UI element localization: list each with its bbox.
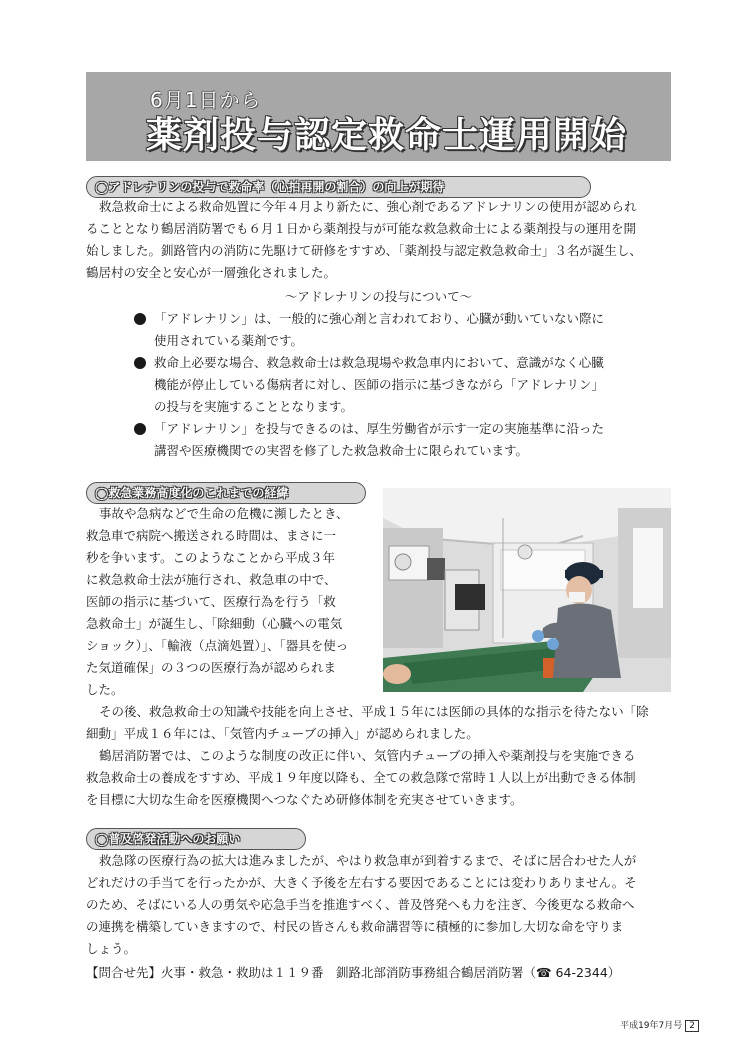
text-line: 医師の指示に基づいて、医療行為を行う「救 [86, 594, 336, 609]
text-line: に救急救命士法が施行され、救急車の中で、 [86, 572, 337, 587]
text-line: 救急救命士の養成をすすめ、平成１９年度以降も、全ての救急隊で常時１人以上が出動できる体制 [86, 770, 636, 785]
text-line: のため、そばにいる人の勇気や応急手当を推進すべく、普及啓発へも力を注ぎ、今後更なる救命へ [86, 897, 635, 912]
section2-body [86, 701, 676, 811]
text-line: 「アドレナリン」を投与できるのは、厚生労働省が示す一定の実施基準に沿った [154, 421, 605, 436]
title-date-line: 6月1日から [150, 88, 262, 112]
text-line: 講習や医療機関での実習を修了した救急救命士に限られています。 [154, 443, 529, 458]
text-line: 救急救命士による救命処置に今年４月より新たに、強心剤であるアドレナリンの使用が認められ [99, 199, 637, 214]
text-line: した。 [86, 682, 124, 697]
text-line: 急救命士」が誕生し、「除細動（心臓への電気 [86, 616, 343, 631]
text-line: 使用されている薬剤です。 [154, 333, 304, 348]
text-line: 鶴居村の安全と安心が一層強化されました。 [86, 265, 337, 280]
text-line: 「アドレナリン」は、一般的に強心剤と言われており、心臓が動いていない際に [154, 311, 605, 326]
text-line: しょう。 [86, 941, 137, 956]
section-heading-adrenaline: ◯アドレナリンの投与で救命率（心拍再開の割合）の向上が期待 [86, 176, 591, 198]
text-line: 救急隊の医療行為の拡大は進みましたが、やはり救急車が到着するまで、そばに居合わせた人が [99, 853, 637, 868]
bullet-item [134, 308, 654, 352]
section-heading-history: ◯救急業務高度化のこれまでの経緯 [86, 482, 366, 504]
text-line: の投与を実施することとなります。 [154, 399, 354, 414]
text-line: 機能が停止している傷病者に対し、医師の指示に基づきながら「アドレナリン」 [154, 377, 605, 392]
text-line: 始しました。釧路管内の消防に先駆けて研修をすすめ、「薬剤投与認定救急救命士」３名が誕生し、 [86, 243, 642, 258]
section-heading-request: ◯普及啓発活動へのお願い [86, 828, 306, 850]
issue-label: 平成19年7月号 [620, 1021, 683, 1031]
section1-body [86, 196, 676, 284]
contact-line: 【問合せ先】火事・救急・救助は１１９番 釧路北部消防事務組合鶴居消防署（☎ 64-2344） [86, 965, 621, 980]
text-line: を目標に大切な生命を医療機関へつなぐため研修体制を充実させていきます。 [86, 792, 523, 807]
ambulance-interior-image [383, 488, 671, 692]
text-line: た気道確保」の３つの医療行為が認められま [86, 660, 337, 675]
text-line: 秒を争います。このようなことから平成３年 [86, 550, 336, 565]
ambulance-photo [383, 488, 671, 692]
text-line: 救命上必要な場合、救急救命士は救急現場や救急車内において、意識がなく心臓 [154, 355, 604, 370]
page-footer [620, 1018, 699, 1032]
adrenaline-subheading: 〜アドレナリンの投与について〜 [284, 289, 473, 304]
text-line: どれだけの手当てを行ったかが、大きく予後を左右する要因であることには変わりありません。そ [86, 875, 637, 890]
page-title: 薬剤投与認定救命士運用開始 [146, 115, 628, 156]
bullet-item [134, 418, 654, 462]
text-line: 鶴居消防署では、このような制度の改正に伴い、気管内チューブの挿入や薬剤投与を実施できる [99, 748, 636, 763]
text-line: ショック）」、「輸液（点滴処置）」、「器具を使っ [86, 638, 349, 653]
text-line: の連携を構築していきますので、村民の皆さんも救命講習等に積極的に参加し大切な命を守りま [86, 919, 624, 934]
bullet-item [134, 352, 654, 418]
section2-left-column [86, 503, 376, 701]
page-number: 2 [685, 1020, 699, 1032]
text-line: 事故や急病などで生命の危機に瀕したとき、 [99, 506, 349, 521]
section3-body [86, 850, 676, 960]
text-line: 細動」平成１６年には、「気管内チューブの挿入」が認められました。 [86, 726, 479, 741]
text-line: ることとなり鶴居消防署でも６月１日から薬剤投与が可能な救急救命士による薬剤投与の運用を開 [86, 221, 637, 236]
text-line: その後、救急救命士の知識や技能を向上させ、平成１５年には医師の具体的な指示を待たない「除 [99, 704, 649, 719]
adrenaline-bullet-list [134, 308, 654, 462]
text-line: 救急車で病院へ搬送される時間は、まさに一 [86, 528, 337, 543]
